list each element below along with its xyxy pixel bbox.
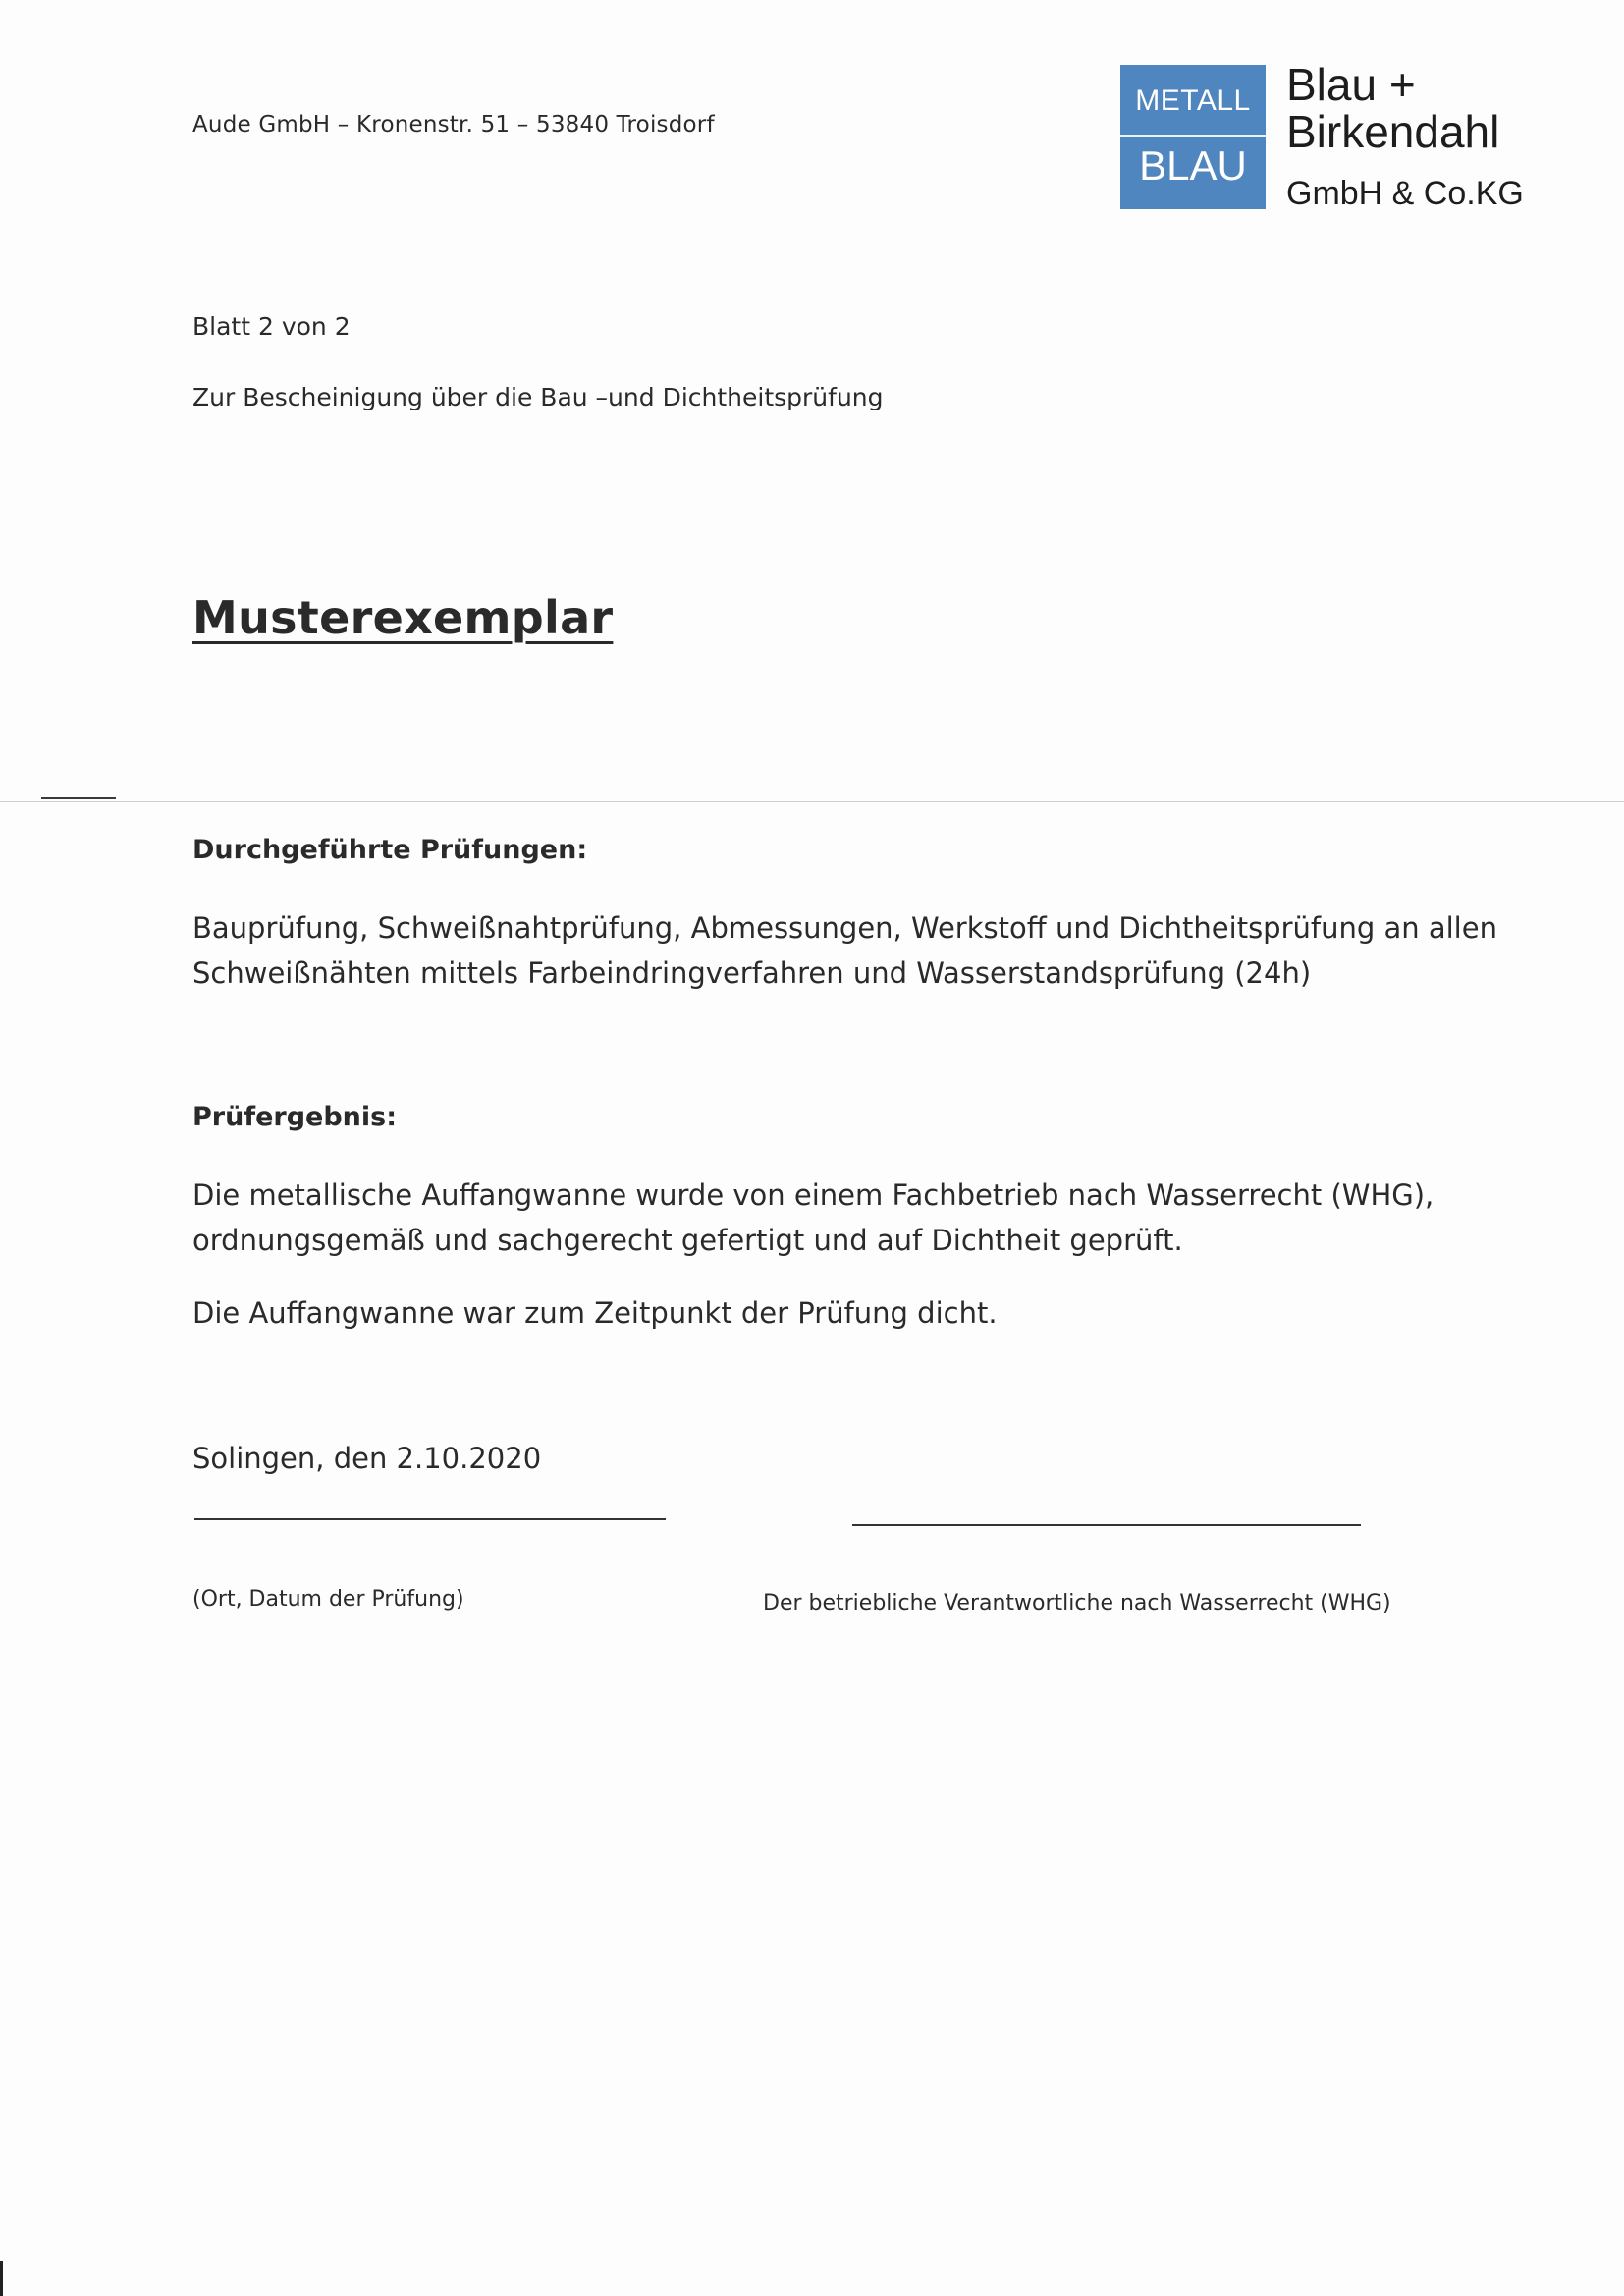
tests-line-1: Bauprüfung, Schweißnahtprüfung, Abmessungen, Werkstoff und Dichtheitsprüfung an allen (192, 911, 1497, 945)
scan-edge-mark (0, 2261, 3, 2296)
result-line-2: ordnungsgemäß und sachgerecht gefertigt und auf Dichtheit geprüft. (192, 1224, 1183, 1257)
logo-company-name (1286, 61, 1499, 155)
logo-name-line2: Birkendahl (1286, 106, 1500, 157)
logo-box-top-text: METALL (1135, 84, 1251, 117)
signature-line-left (194, 1518, 666, 1520)
result-text (192, 1173, 1498, 1263)
tests-heading: Durchgeführte Prüfungen: (192, 835, 588, 865)
tests-text (192, 905, 1498, 996)
subject-line: Zur Bescheinigung über die Bau –und Dichtheitsprüfung (192, 383, 884, 411)
result-heading: Prüfergebnis: (192, 1102, 398, 1132)
company-logo (1120, 59, 1601, 222)
logo-legal-form: GmbH & Co.KG (1286, 175, 1524, 212)
tests-line-2: Schweißnähten mittels Farbeindringverfahren und Wasserstandsprüfung (24h) (192, 957, 1312, 990)
logo-divider (1120, 135, 1266, 137)
signature-caption-left: (Ort, Datum der Prüfung) (192, 1587, 464, 1612)
sender-address: Aude GmbH – Kronenstr. 51 – 53840 Troisdorf (192, 112, 715, 137)
logo-box-bottom-text: BLAU (1139, 142, 1247, 189)
logo-box (1120, 65, 1266, 209)
logo-name-line1: Blau + (1286, 59, 1416, 110)
document-title: Musterexemplar (192, 591, 614, 644)
result-statement: Die Auffangwanne war zum Zeitpunkt der Prüfung dicht. (192, 1296, 998, 1330)
sheet-number: Blatt 2 von 2 (192, 312, 351, 341)
signature-caption-right: Der betriebliche Verantwortliche nach Wasserrecht (WHG) (763, 1591, 1391, 1615)
signature-line-right (852, 1524, 1361, 1526)
place-date: Solingen, den 2.10.2020 (192, 1442, 542, 1475)
result-line-1: Die metallische Auffangwanne wurde von einem Fachbetrieb nach Wasserrecht (WHG), (192, 1178, 1435, 1212)
fold-mark (41, 797, 116, 799)
fold-line (0, 801, 1624, 802)
